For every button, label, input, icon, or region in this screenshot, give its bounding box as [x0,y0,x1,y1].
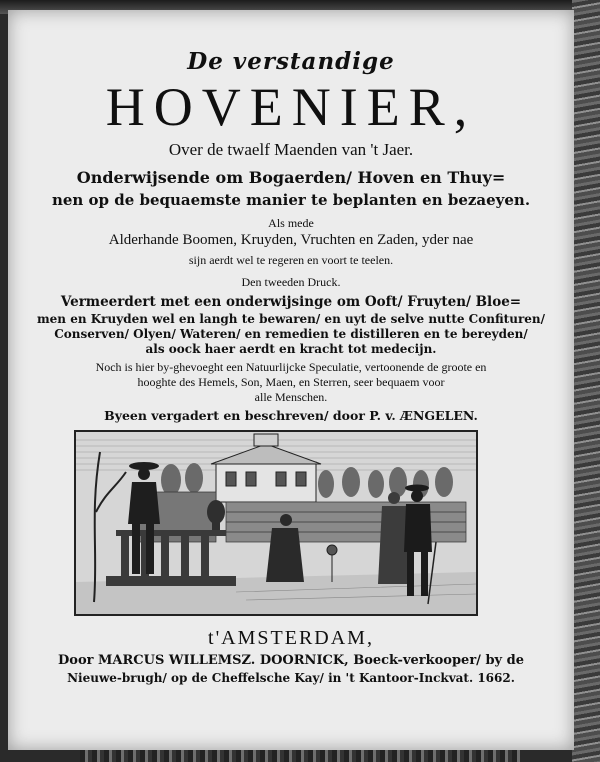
heading-large: HOVENIER, [105,77,477,137]
engraving-image [76,432,476,614]
book-edge-bottom [80,748,520,762]
printer-line-1: Door MARCUS WILLEMSZ. DOORNICK, Boeck-verkooper/ by de [58,653,524,668]
heading-small: De verstandige [187,48,395,75]
contents-line-2: sijn aerdt wel te regeren en voort te teelen. [188,253,394,267]
expanded-line-2: men en Kruyden wel en langh te bewaren/ en uyt de selve nutte Confituren/ [36,312,546,326]
publication-city: t'AMSTERDAM, [208,627,374,649]
description-line-2: nen op de bequaemste manier te beplanten en bezaeyen. [51,191,531,209]
title-page [8,10,574,750]
printer-line-2: Nieuwe-brugh/ op de Cheffelsche Kay/ in 't Kantoor-Inckvat. 1662. [67,671,515,685]
author-line: Byeen vergadert en beschreven/ door P. v. ÆNGELEN. [104,408,478,423]
edition-note: Den tweeden Druck. [241,275,341,289]
subtitle: Over de twaelf Maenden van 't Jaer. [168,140,414,159]
speculation-line-2: hooghte des Hemels, Son, Maen, en Sterren, seer bequaem voor [137,375,445,389]
expanded-line-1: Vermeerdert met een onderwijsinge om Ooft/ Fruyten/ Bloe= [60,294,522,310]
garden-scene-illustration [74,430,478,616]
contents-line-1: Alderhande Boomen, Kruyden, Vruchten en Zaden, yder nae [108,232,474,248]
expanded-line-3: Conserven/ Olyen/ Wateren/ en remedien te distilleren en te bereyden/ [54,327,528,341]
description-line-1: Onderwijsende om Bogaerden/ Hoven en Thuy= [76,168,506,187]
speculation-line-1: Noch is hier by-ghevoeght een Natuurlijcke Speculatie, vertoonende de groote en [95,360,487,374]
als-mede: Als mede [268,216,314,230]
expanded-line-4: als oock haer aerdt en kracht tot medecijn. [145,342,437,356]
marbled-binding-edge [572,0,600,762]
speculation-line-3: alle Menschen. [254,390,328,404]
